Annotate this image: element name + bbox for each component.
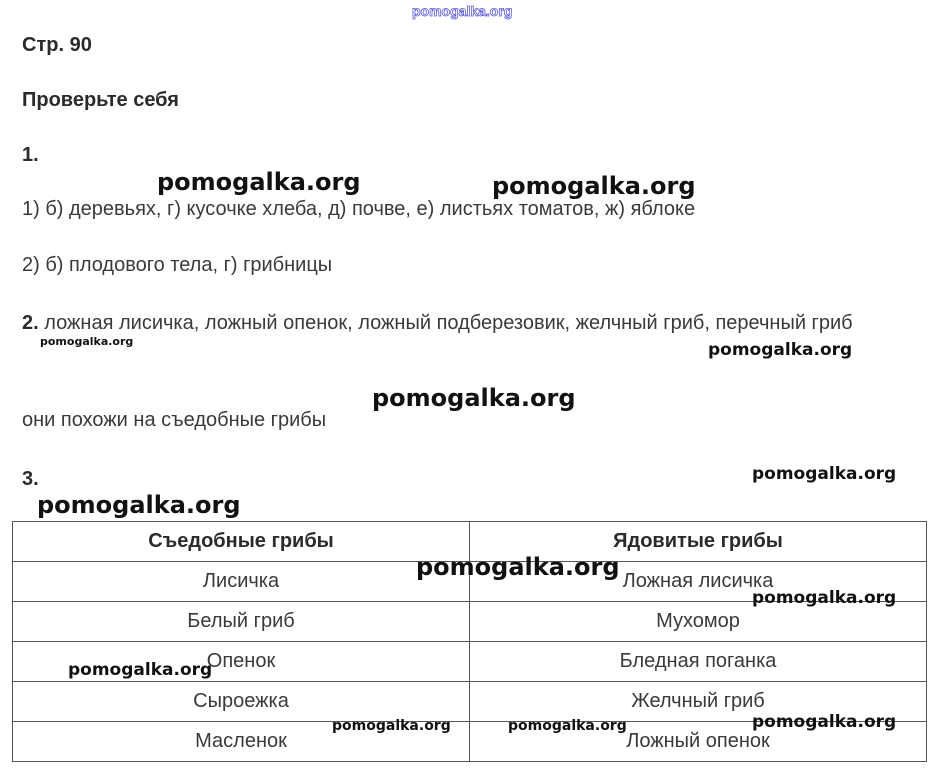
page-label: Стр. 90 <box>22 34 92 56</box>
poisonous-cell: Мухомор <box>470 602 927 642</box>
poisonous-cell: Бледная поганка <box>470 642 927 682</box>
task1-answer-1: 1) б) деревьях, г) кусочке хлеба, д) почве, е) листьях томатов, ж) яблоке <box>22 198 696 220</box>
watermark: pomogalka.org <box>708 340 853 360</box>
watermark: pomogalka.org <box>37 491 241 519</box>
edible-cell: Масленок <box>13 722 470 762</box>
watermark: pomogalka.org <box>752 712 897 732</box>
watermark: pomogalka.org <box>68 660 213 680</box>
task2-paragraph <box>22 307 914 340</box>
watermark: pomogalka.org <box>752 464 897 484</box>
watermark: pomogalka.org <box>508 718 627 734</box>
poisonous-cell: Ложная лисичка <box>470 562 927 602</box>
watermark: pomogalka.org <box>752 588 897 608</box>
task1-number: 1. <box>22 144 39 166</box>
watermark: pomogalka.org <box>332 718 451 734</box>
task2-note: они похожи на съедобные грибы <box>22 409 327 431</box>
edible-cell: Сыроежка <box>13 682 470 722</box>
task2-answer: ложная лисичка, ложный опенок, ложный подберезовик, желчный гриб, перечный гриб <box>38 312 853 334</box>
watermark: pomogalka.org <box>157 168 361 196</box>
task2-number: 2. <box>22 312 39 334</box>
header-edible: Съедобные грибы <box>13 522 470 562</box>
edible-cell: Опенок <box>13 642 470 682</box>
section-title: Проверьте себя <box>22 89 179 111</box>
poisonous-cell: Желчный гриб <box>470 682 927 722</box>
watermark: pomogalka.org <box>492 172 696 200</box>
edible-cell: Белый гриб <box>13 602 470 642</box>
top-watermark: pomogalka.org <box>412 3 513 19</box>
task1-answer-2: 2) б) плодового тела, г) грибницы <box>22 254 333 276</box>
edible-cell: Лисичка <box>13 562 470 602</box>
watermark: pomogalka.org <box>372 384 576 412</box>
watermark: pomogalka.org <box>416 553 620 581</box>
header-poisonous: Ядовитые грибы <box>470 522 927 562</box>
watermark: pomogalka.org <box>40 335 134 348</box>
poisonous-cell: Ложный опенок <box>470 722 927 762</box>
task3-number: 3. <box>22 468 39 490</box>
